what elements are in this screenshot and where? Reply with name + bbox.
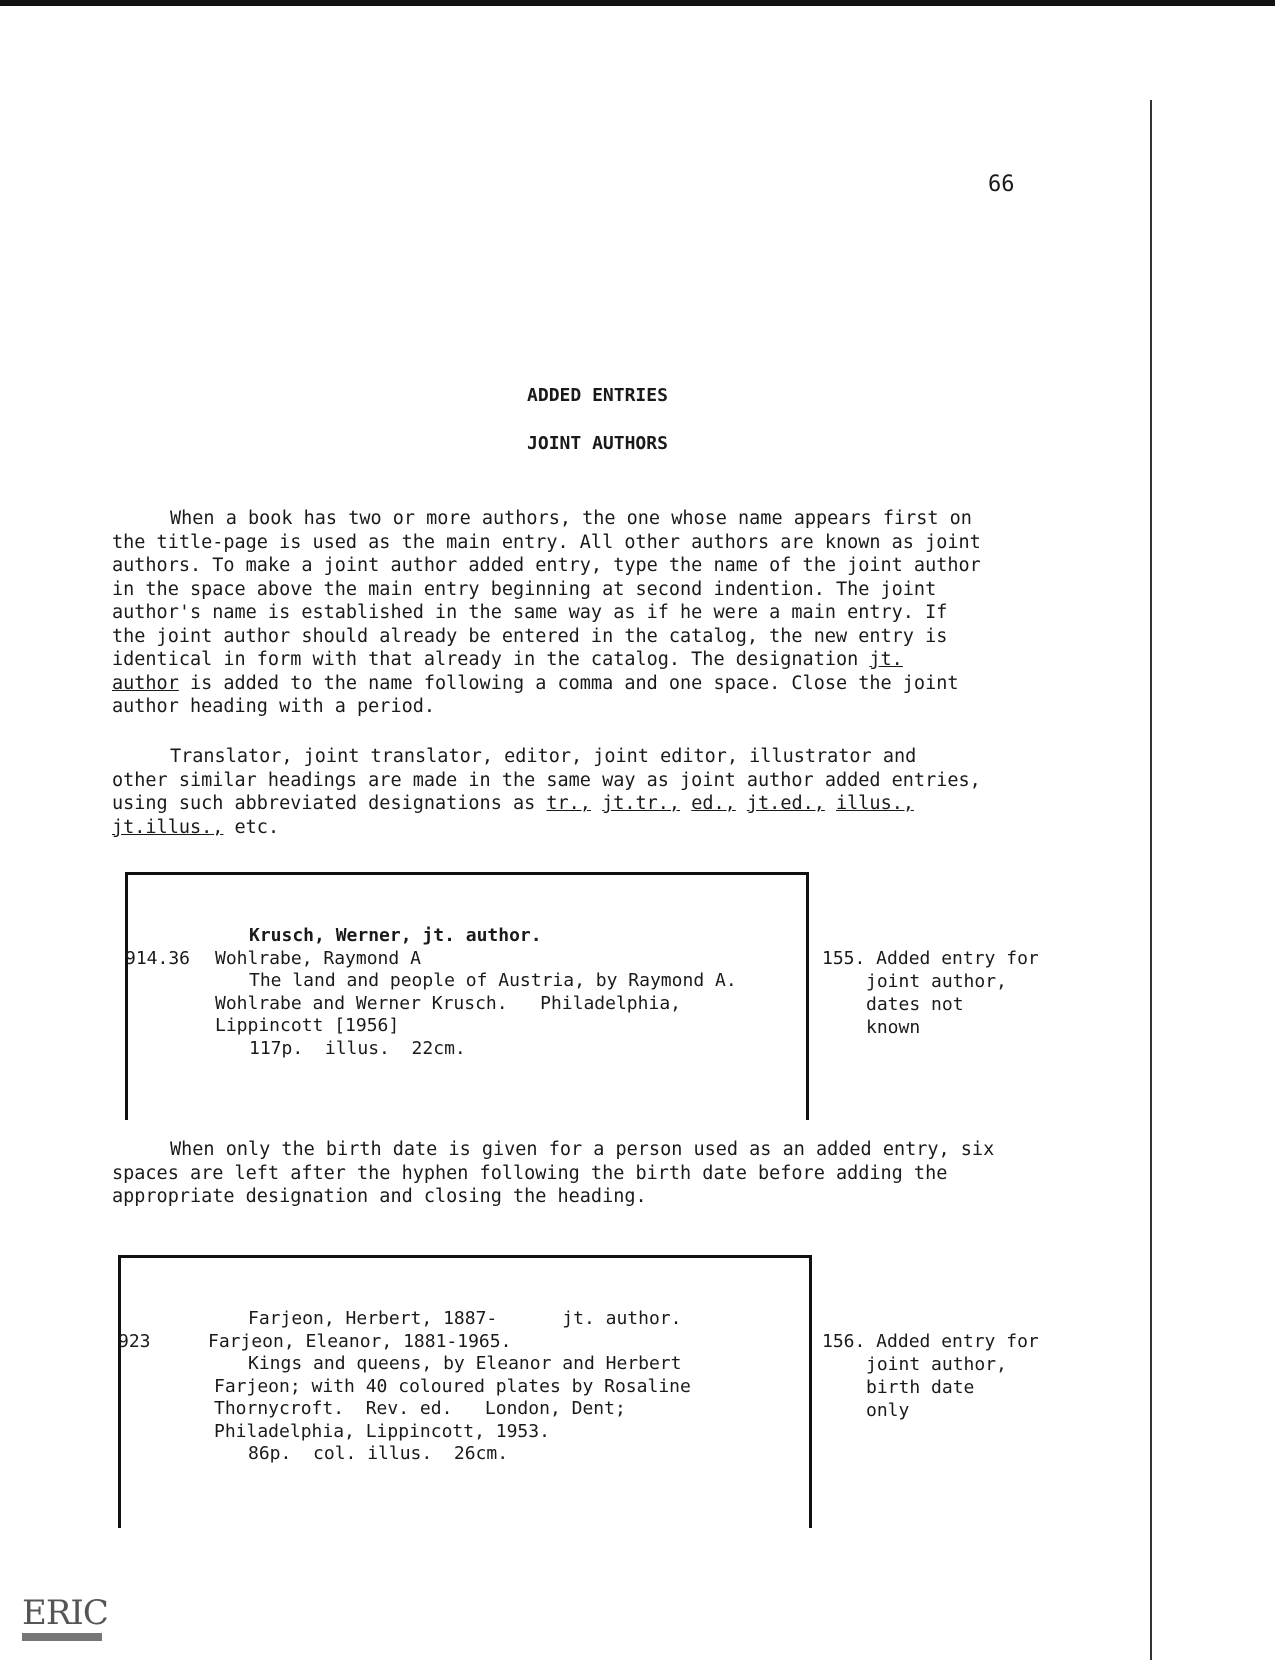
- card-title-line: Thornycroft. Rev. ed. London, Dent;: [214, 1398, 626, 1419]
- card-title-line: The land and people of Austria, by Raymond A.: [249, 970, 737, 991]
- abbreviation: illus.,: [836, 793, 914, 814]
- paragraph-text: identical in form with that already in the catalog. The designation: [112, 649, 870, 670]
- caption-line: only: [866, 1400, 910, 1421]
- right-margin-rule: [1150, 100, 1152, 1660]
- catalog-card-1-text: [125, 925, 737, 1060]
- card-main-entry-line: [118, 1331, 691, 1354]
- card-title-line: Wohlrabe and Werner Krusch. Philadelphia,: [215, 992, 681, 1014]
- paragraph-line: the joint author should already be entered in the catalog, the new entry is: [112, 625, 948, 647]
- caption-line: joint author,: [866, 1354, 1007, 1375]
- abbreviation: jt.ed.,: [746, 793, 825, 814]
- paragraph-line: the title-page is used as the main entry. All other authors are known as joint: [112, 531, 981, 553]
- paragraph-joint-authors: [112, 507, 1032, 719]
- eric-logo-bar: [22, 1633, 102, 1641]
- card-call-number: 914.36: [125, 947, 191, 969]
- catalog-card-2-text: [118, 1308, 691, 1466]
- card-main-entry-line: [125, 948, 737, 971]
- eric-logo-text: ERIC: [22, 1593, 108, 1633]
- paragraph-line: authors. To make a joint author added entry, type the name of the joint author: [112, 555, 981, 576]
- card-title-line: Kings and queens, by Eleanor and Herbert: [248, 1353, 682, 1374]
- paragraph-line: When only the birth date is given for a person used as an added entry, six: [170, 1139, 995, 1160]
- designation-underlined: jt.: [869, 649, 903, 670]
- paragraph-line: [112, 792, 1032, 816]
- caption-line: joint author,: [866, 971, 1007, 992]
- caption-line: 155. Added entry for: [822, 948, 1039, 969]
- designation-underlined: author: [112, 672, 179, 694]
- paragraph-line: author heading with a period.: [112, 696, 436, 717]
- caption-line: birth date: [866, 1377, 975, 1398]
- paragraph-line: [112, 648, 1032, 672]
- paragraph-line: [112, 816, 1032, 840]
- paragraph-line: spaces are left after the hyphen following the birth date before adding the: [112, 1162, 948, 1184]
- paragraph-text: is added to the name following a comma and one space. Close the joint: [178, 672, 959, 694]
- paragraph-line: author's name is established in the same way as if he were a main entry. If: [112, 602, 948, 623]
- abbreviation: jt.tr.,: [602, 793, 681, 814]
- card-main-entry: Farjeon, Eleanor, 1881-1965.: [208, 1330, 512, 1352]
- card-added-entry: Farjeon, Herbert, 1887- jt. author.: [248, 1308, 682, 1329]
- card-main-entry: Wohlrabe, Raymond A: [215, 947, 421, 969]
- card-collation: 117p. illus. 22cm.: [249, 1037, 466, 1059]
- card-1-caption: [822, 947, 1039, 1039]
- paragraph-birth-date: [112, 1138, 1032, 1209]
- paragraph-other-headings: [112, 745, 1032, 839]
- paragraph-line: in the space above the main entry beginning at second indention. The joint: [112, 578, 937, 600]
- card-title-line: Lippincott [1956]: [215, 1015, 400, 1036]
- card-call-number: 923: [118, 1330, 151, 1352]
- card-collation: 86p. col. illus. 26cm.: [248, 1443, 509, 1464]
- paragraph-line: appropriate designation and closing the heading.: [112, 1186, 647, 1207]
- card-title-line: Farjeon; with 40 coloured plates by Rosaline: [214, 1375, 691, 1397]
- eric-logo: [18, 1575, 108, 1645]
- card-added-entry: Krusch, Werner, jt. author.: [249, 925, 542, 946]
- section-heading: ADDED ENTRIES: [527, 385, 668, 406]
- card-2-caption: [822, 1330, 1039, 1422]
- abbreviation: ed.,: [691, 793, 736, 814]
- top-edge-rule: [0, 0, 1275, 6]
- abbreviation: jt.illus.,: [112, 816, 224, 838]
- abbreviation: tr.,: [546, 793, 591, 814]
- caption-line: dates not: [866, 994, 964, 1015]
- paragraph-text: etc.: [223, 816, 280, 838]
- paragraph-line: When a book has two or more authors, the one whose name appears first on: [170, 508, 972, 529]
- paragraph-text: using such abbreviated designations as: [112, 793, 547, 814]
- caption-line: 156. Added entry for: [822, 1331, 1039, 1352]
- page-number: 66: [988, 172, 1015, 197]
- paragraph-line: other similar headings are made in the same way as joint author added entries,: [112, 769, 981, 791]
- section-subheading: JOINT AUTHORS: [527, 433, 668, 454]
- caption-line: known: [866, 1017, 921, 1038]
- paragraph-line: Translator, joint translator, editor, joint editor, illustrator and: [170, 746, 917, 767]
- card-title-line: Philadelphia, Lippincott, 1953.: [214, 1420, 550, 1442]
- paragraph-line: [112, 672, 1032, 696]
